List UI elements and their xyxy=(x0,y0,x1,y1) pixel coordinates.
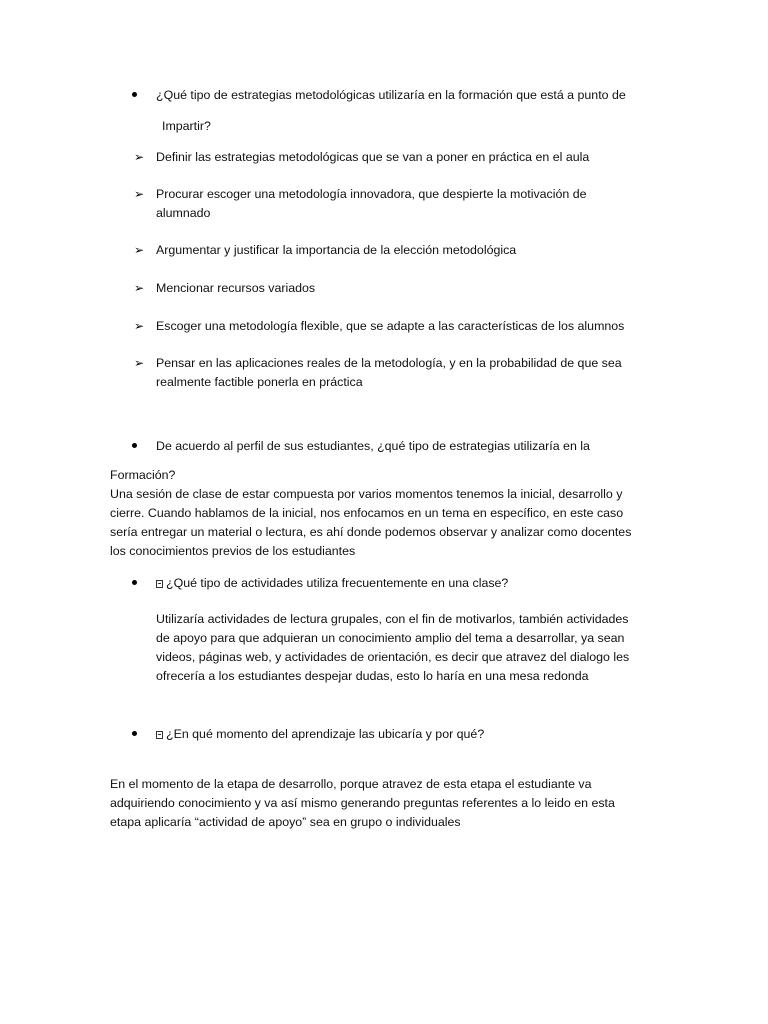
answer-4-line-2: adquiriendo conocimiento y va así mismo generando preguntas referentes a lo leido en esta xyxy=(110,796,615,810)
arrow-item-2-line-2: alumnado xyxy=(156,206,211,220)
arrow-bullet-icon: ➢ xyxy=(134,281,145,295)
arrow-item-4: Mencionar recursos variados xyxy=(156,281,316,295)
arrow-bullet-icon: ➢ xyxy=(134,187,145,201)
answer-3-line-1: Utilizaría actividades de lectura grupales, con el fin de motivarlos, también actividades xyxy=(156,612,629,626)
missing-glyph-icon xyxy=(156,580,163,588)
question-4-text: ¿En qué momento del aprendizaje las ubicaría y por qué? xyxy=(166,727,485,741)
answer-3-line-3: videos, páginas web, y actividades de orientación, es decir que atravez del dialogo les xyxy=(156,650,630,664)
answer-4-line-3: etapa aplicaría “actividad de apoyo” sea en grupo o individuales xyxy=(110,815,461,829)
missing-glyph-icon xyxy=(156,731,163,739)
bullet-dot xyxy=(132,443,137,448)
arrow-bullet-icon: ➢ xyxy=(134,319,145,333)
answer-2-line-2: cierre. Cuando hablamos de la inicial, nos enfocamos en un tema en específico, en este caso xyxy=(110,506,624,520)
answer-3-line-2: de apoyo para que adquieran un conocimiento amplio del tema a desarrollar, ya sean xyxy=(156,631,625,645)
question-4 xyxy=(156,725,484,743)
question-1-line-2: Impartir? xyxy=(162,119,211,133)
answer-2-line-3: sería entregar un material o lectura, es ahí donde podemos observar y analizar como docentes xyxy=(110,525,632,539)
arrow-item-2-line-1: Procurar escoger una metodología innovadora, que despierte la motivación de xyxy=(156,187,587,201)
answer-2-line-4: los conocimientos previos de los estudiantes xyxy=(110,544,356,558)
arrow-bullet-icon: ➢ xyxy=(134,243,145,257)
arrow-bullet-icon: ➢ xyxy=(134,356,145,370)
arrow-item-3: Argumentar y justificar la importancia de la elección metodológica xyxy=(156,243,517,257)
question-2-line-2: Formación? xyxy=(110,468,176,482)
arrow-item-5: Escoger una metodología flexible, que se adapte a las características de los alumnos xyxy=(156,319,625,333)
question-3 xyxy=(156,574,508,592)
arrow-bullet-icon: ➢ xyxy=(134,150,145,164)
answer-4-line-1: En el momento de la etapa de desarrollo, porque atravez de esta etapa el estudiante va xyxy=(110,777,592,791)
bullet-dot xyxy=(132,92,137,97)
arrow-item-6-line-1: Pensar en las aplicaciones reales de la metodología, y en la probabilidad de que sea xyxy=(156,356,622,370)
question-3-text: ¿Qué tipo de actividades utiliza frecuentemente en una clase? xyxy=(166,576,509,590)
arrow-item-1: Definir las estrategias metodológicas que se van a poner en práctica en el aula xyxy=(156,150,590,164)
bullet-dot xyxy=(132,580,137,585)
question-2-line-1: De acuerdo al perfil de sus estudiantes, ¿qué tipo de estrategias utilizaría en la xyxy=(156,439,590,453)
bullet-dot xyxy=(132,731,137,736)
question-1-line-1: ¿Qué tipo de estrategias metodológicas utilizaría en la formación que está a punto de xyxy=(156,88,626,102)
arrow-item-6-line-2: realmente factible ponerla en práctica xyxy=(156,375,363,389)
answer-2-line-1: Una sesión de clase de estar compuesta por varios momentos tenemos la inicial, desarrollo y xyxy=(110,487,623,501)
answer-3-line-4: ofrecería a los estudiantes despejar dudas, esto lo haría en una mesa redonda xyxy=(156,669,589,683)
